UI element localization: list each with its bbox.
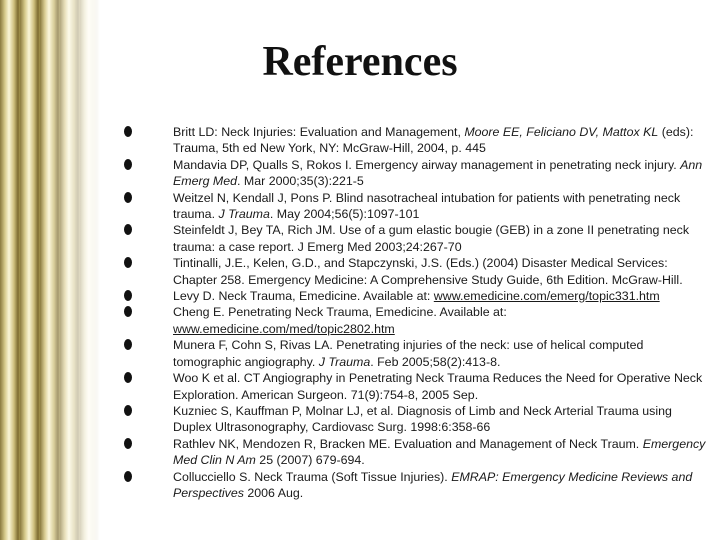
reference-text: Levy D. Neck Trauma, Emedicine. Available at: — [173, 289, 434, 304]
reference-item — [116, 157, 711, 190]
reference-text-end: 2006 Aug. — [243, 485, 304, 500]
bullet-icon — [124, 257, 132, 268]
reference-text: Cheng E. Penetrating Neck Trauma, Emedicine. Available at: — [173, 305, 507, 320]
bullet-icon — [124, 192, 132, 203]
bullet-icon — [124, 405, 132, 416]
bullet-icon — [124, 126, 132, 137]
bullet-icon — [124, 159, 132, 170]
reference-italic: J Trauma — [318, 354, 371, 369]
reference-item — [116, 124, 711, 157]
reference-item — [116, 403, 711, 436]
bullet-icon — [124, 471, 132, 482]
bullet-icon — [124, 306, 132, 317]
reference-list — [116, 124, 711, 501]
reference-item — [116, 370, 711, 403]
bullet-icon — [124, 290, 132, 301]
page-title: References — [262, 39, 458, 85]
reference-link[interactable]: www.emedicine.com/emerg/topic331.htm — [433, 289, 660, 304]
reference-italic: J Trauma — [218, 207, 270, 222]
reference-text-end: 25 (2007) 679-694. — [255, 453, 365, 468]
bullet-icon — [124, 372, 132, 383]
reference-item — [116, 304, 711, 337]
reference-item — [116, 288, 711, 304]
reference-text: Mandavia DP, Qualls S, Rokos I. Emergency airway management in penetrating neck injury. — [173, 157, 681, 172]
reference-text: Rathlev NK, Mendozen R, Bracken ME. Evaluation and Management of Neck Traum. — [173, 436, 643, 451]
reference-text-end: (eds): Trauma, 5th ed New York, NY: McGraw-Hill, 2004, p. 445 — [173, 125, 694, 156]
bullet-icon — [124, 438, 132, 449]
bullet-icon — [124, 339, 132, 350]
reference-text-end: . May 2004;56(5):1097-101 — [269, 207, 420, 222]
reference-item — [116, 469, 711, 502]
reference-item — [116, 190, 711, 223]
reference-italic: EMRAP: Emergency Medicine Reviews and Perspectives — [173, 469, 693, 500]
reference-text: Tintinalli, J.E., Kelen, G.D., and Stapczynski, J.S. (Eds.) (2004) Disaster Medical Services: Chapter 258. Emergency Medicine: A Comprehensive Study Guide, 6th Edition. McGraw-Hill. — [173, 256, 683, 287]
reference-item — [116, 255, 711, 288]
reference-item — [116, 337, 711, 370]
reference-text: Kuzniec S, Kauffman P, Molnar LJ, et al. Diagnosis of Limb and Neck Arterial Trauma using Duplex Ultrasonography, Cardiovasc Surg. 1998:6:358-66 — [173, 403, 672, 435]
reference-text: Britt LD: Neck Injuries: Evaluation and Management, — [173, 125, 465, 139]
reference-text: Weitzel N, Kendall J, Pons P. Blind nasotracheal intubation for patients with penetrating neck trauma. — [173, 190, 681, 222]
reference-text: Munera F, Cohn S, Rivas LA. Penetrating injuries of the neck: use of helical computed tomographic angiography. — [173, 338, 644, 369]
bullet-icon — [124, 224, 132, 235]
reference-text: Collucciello S. Neck Trauma (Soft Tissue Injuries). — [173, 469, 452, 484]
reference-italic: Moore EE, Feliciano DV, Mattox KL — [464, 125, 659, 139]
reference-item — [116, 436, 711, 469]
reference-text-end: . Mar 2000;35(3):221-5 — [237, 174, 364, 189]
reference-text: Steinfeldt J, Bey TA, Rich JM. Use of a gum elastic bougie (GEB) in a zone II penetrating neck trauma: a case report. J Emerg Med 2003;24:267-70 — [173, 223, 690, 254]
reference-text-end: . Feb 2005;58(2):413-8. — [370, 354, 501, 369]
reference-link[interactable]: www.emedicine.com/med/topic2802.htm — [173, 321, 395, 336]
reference-italic: Emergency Med Clin N Am — [173, 436, 706, 468]
reference-item — [116, 222, 711, 255]
reference-italic: Ann Emerg Med — [173, 157, 703, 189]
reference-text: Woo K et al. CT Angiography in Penetrating Neck Trauma Reduces the Need for Operative Neck Exploration. American Surgeon. 71(9):754-8, 2005 Sep. — [173, 371, 703, 402]
